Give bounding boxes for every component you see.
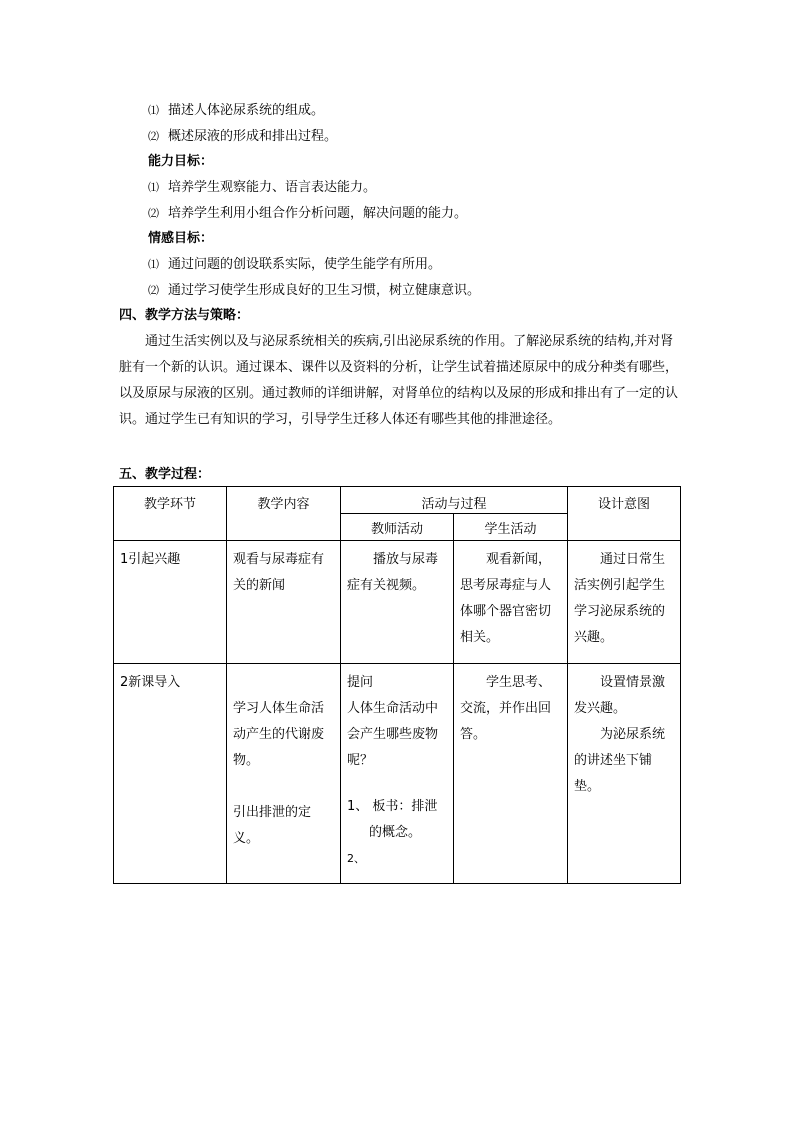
cell-text: 1、 板书：排泄: [347, 799, 438, 814]
item-text: 描述人体泌尿系统的组成。: [168, 103, 325, 118]
cell-text: 观看与尿毒症有关的新闻: [233, 552, 325, 593]
header-intent: 设计意图: [568, 487, 681, 541]
header-stage: 教学环节: [114, 487, 227, 541]
cell-text: 学习人体生命活动产生的代谢废物。: [233, 701, 325, 768]
item-number: ⑵: [148, 130, 159, 143]
cell-text: 2、: [347, 852, 365, 865]
header-content: 教学内容: [227, 487, 341, 541]
ability-heading: 能力目标：: [148, 154, 214, 169]
row2-student: [454, 664, 568, 884]
row1-teacher: [341, 541, 454, 664]
item-text: 概述尿液的形成和排出过程。: [168, 129, 338, 144]
row2-teacher: [341, 664, 454, 884]
cell-text: 提问: [347, 675, 374, 690]
cell-text: 为泌尿系统的讲述坐下铺垫。: [574, 727, 666, 794]
row2-stage: [114, 664, 227, 884]
row2-intent: [568, 664, 681, 884]
item-text: 通过问题的创设联系实际，使学生能学有所用。: [168, 257, 442, 272]
lesson-process-table: [113, 486, 681, 884]
item-number: ⑵: [148, 207, 159, 220]
section-4-heading: 四、教学方法与策略：: [119, 308, 250, 323]
section-5-heading: 五、教学过程：: [119, 467, 211, 482]
table-row: [114, 541, 681, 664]
cell-text: 2新课导入: [120, 675, 181, 690]
cell-text: 的概念。: [369, 825, 422, 840]
knowledge-goal-2: [148, 128, 337, 146]
section-4-paragraph: 通过生活实例以及与泌尿系统相关的疾病,引出泌尿系统的作用。了解泌尿系统的结构,并对肾脏有一个新的认识。通过课本、课件以及资料的分析，让学生试着描述原尿中的成分种类有哪些，以及原尿与尿液的区别。通过教师的详细讲解，对肾单位的结构以及尿的形成和排出有了一定的认识。通过学生已有知识的学习，引导学生迁移人体还有哪些其他的排泄途径。: [119, 334, 679, 427]
cell-text: 1引起兴趣: [120, 552, 181, 567]
row1-stage: [114, 541, 227, 664]
emotion-goal-1: [148, 256, 441, 274]
item-number: ⑴: [148, 104, 159, 117]
cell-text: 观看新闻，思考尿毒症与人体哪个器官密切相关。: [460, 552, 552, 645]
header-activity: 活动与过程: [341, 487, 568, 514]
header-teacher: 教师活动: [341, 514, 454, 541]
item-number: ⑴: [148, 181, 159, 194]
cell-text: 引出排泄的定义。: [233, 805, 312, 846]
item-text: 通过学习使学生形成良好的卫生习惯，树立健康意识。: [168, 283, 481, 298]
cell-text: 学生思考、交流，并作出回答。: [460, 675, 552, 742]
cell-text: 播放与尿毒症有关视频。: [347, 552, 439, 593]
cell-text: 人体生命活动中会产生哪些废物呢？: [347, 701, 439, 768]
emotion-heading: 情感目标：: [148, 231, 214, 246]
row1-intent: [568, 541, 681, 664]
cell-text: 通过日常生活实例引起学生学习泌尿系统的兴趣。: [574, 552, 666, 645]
cell-text: 设置情景激发兴趣。: [574, 675, 666, 716]
row2-content: [227, 664, 341, 884]
ability-goal-1: [148, 179, 376, 197]
row1-content: [227, 541, 341, 664]
item-number: ⑴: [148, 258, 159, 271]
header-student: 学生活动: [454, 514, 568, 541]
item-text: 培养学生观察能力、语言表达能力。: [168, 180, 377, 195]
knowledge-goal-1: [148, 102, 324, 120]
item-text: 培养学生利用小组合作分析问题，解决问题的能力。: [168, 206, 468, 221]
emotion-goal-2: [148, 282, 480, 300]
item-number: ⑵: [148, 284, 159, 297]
row1-student: [454, 541, 568, 664]
table-row: [114, 664, 681, 884]
ability-goal-2: [148, 205, 467, 223]
